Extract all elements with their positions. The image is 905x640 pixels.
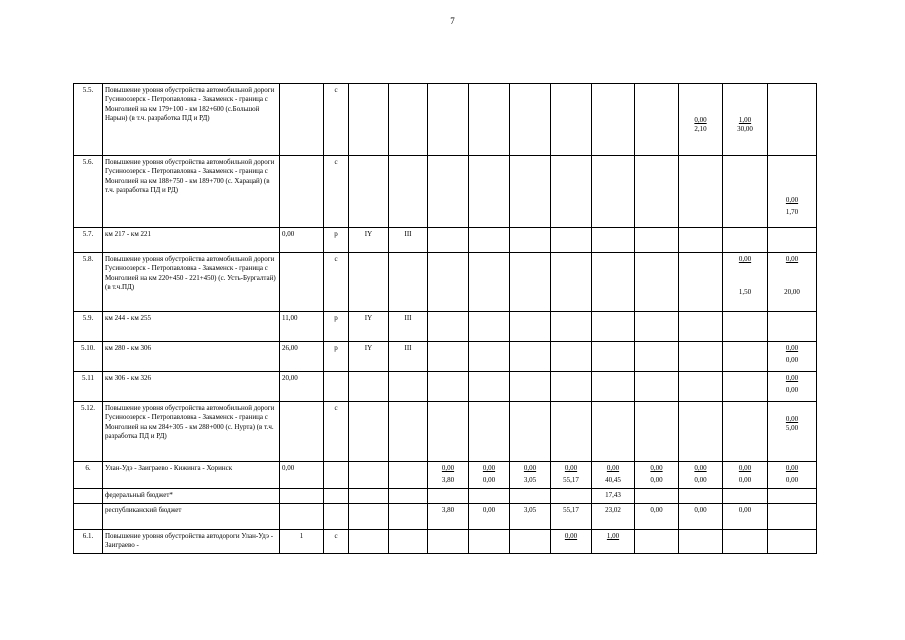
value-fact: 0,00 [785, 356, 799, 365]
federal-budget-label: федеральный бюджет* [103, 489, 280, 504]
value-plan: 0,00 [694, 116, 707, 124]
value-fact: 1,50 [738, 288, 752, 297]
value-plan: 0,00 [785, 196, 799, 204]
budget-value: 23,02 [592, 504, 635, 530]
row-name: Улан-Удэ - Заиграево - Кижинга - Хоринск [103, 462, 280, 489]
value-fact: 0,00 [650, 476, 663, 485]
row-name: км 306 - км 326 [103, 372, 280, 402]
table-row [74, 342, 817, 372]
value-plan: 0,00 [564, 464, 578, 472]
road-works-table [73, 83, 817, 554]
row-cat1: IY [349, 312, 389, 342]
table-row [74, 504, 817, 530]
table-row [74, 372, 817, 402]
row-name: Повышение уровня обустройства автомобильной дороги Гусиноозерск - Петропавловка - Закаменск - граница с Монголией на км 220+450 - 221+450) (с. Усть-Бургалтай) (в т.ч.ПД) [103, 253, 280, 312]
row-type: с [324, 253, 349, 312]
row-id: 5.9. [74, 312, 103, 342]
budget-value: 0,00 [723, 504, 768, 530]
row-cat2: III [389, 228, 428, 253]
table-row [74, 253, 817, 312]
republic-budget-label: республиканский бюджет [103, 504, 280, 530]
table-row [74, 402, 817, 462]
value-plan: 0,00 [785, 255, 799, 263]
table-row [74, 530, 817, 554]
value-fact: 0,00 [482, 476, 496, 485]
budget-value: 3,05 [510, 504, 551, 530]
row-id: 6.1. [74, 530, 103, 554]
row-name: Повышение уровня обустройства автомобильной дороги Гусиноозерск - Петропавловка - Закаменск - граница с Монголией на км 179+100 - км 182+600 (с.Большой Нарын) (в т.ч. разработка ПД и РД) [103, 84, 280, 156]
row-type: с [324, 156, 349, 228]
row-id: 5.7. [74, 228, 103, 253]
value-fact: 3,80 [441, 476, 455, 485]
value-fact: 3,05 [523, 476, 537, 485]
budget-value: 55,17 [551, 504, 592, 530]
value-plan: 0,00 [785, 374, 799, 382]
row-type: с [324, 84, 349, 156]
value-plan: 0,00 [785, 344, 799, 352]
row-length: 0,00 [280, 462, 324, 489]
value-plan: 0,00 [785, 415, 799, 423]
value-plan: 0,00 [694, 464, 707, 472]
value-plan: 0,00 [564, 532, 578, 540]
value-fact: 0,00 [694, 476, 707, 485]
row-name: Повышение уровня обустройства автомобильной дороги Гусиноозерск - Петропавловка - Закаменск - граница с Монголией на км 284+305 - км 288+000 (с. Нурта) (в т.ч. разработка ПД и РД) [103, 402, 280, 462]
budget-value: 0,00 [469, 504, 510, 530]
row-length: 11,00 [280, 312, 324, 342]
row-id: 6. [74, 462, 103, 489]
value-plan: 1,00 [606, 532, 620, 540]
federal-budget-value: 17,43 [592, 489, 635, 504]
row-length: 1 [280, 530, 324, 554]
value-fact: 1,70 [785, 208, 799, 217]
row-name: км 280 - км 306 [103, 342, 280, 372]
row-name: Повышение уровня обустройства автодороги Улан-Удэ - Заиграево - [103, 530, 280, 554]
value-plan: 0,00 [606, 464, 620, 472]
table-row [74, 84, 817, 156]
value-fact: 5,00 [785, 424, 799, 433]
row-length: 0,00 [280, 228, 324, 253]
row-type: с [324, 402, 349, 462]
value-fact: 2,10 [694, 125, 707, 134]
table-row [74, 312, 817, 342]
row-type: р [324, 228, 349, 253]
row-type: р [324, 342, 349, 372]
value-plan: 0,00 [482, 464, 496, 472]
table-row [74, 156, 817, 228]
row-name: км 217 - км 221 [103, 228, 280, 253]
value-fact: 0,00 [785, 476, 799, 485]
value-fact: 0,00 [785, 386, 799, 395]
value-fact: 0,00 [738, 476, 752, 485]
value-fact: 20,00 [784, 288, 800, 297]
row-cat1: IY [349, 342, 389, 372]
row-length: 26,00 [280, 342, 324, 372]
value-plan: 0,00 [523, 464, 537, 472]
row-name: Повышение уровня обустройства автомобильной дороги Гусиноозерск - Петропавловка - Закаменск - граница с Монголией на км 188+750 - км 189+700 (с. Харацай) (в т.ч. разработка ПД и РД) [103, 156, 280, 228]
value-plan: 0,00 [650, 464, 663, 472]
table-row [74, 228, 817, 253]
budget-value: 0,00 [635, 504, 679, 530]
row-cat2: III [389, 342, 428, 372]
budget-value: 3,80 [428, 504, 469, 530]
row-type: р [324, 312, 349, 342]
value-plan: 0,00 [441, 464, 455, 472]
value-fact: 55,17 [563, 476, 579, 485]
page-number: 7 [450, 16, 455, 26]
row-id: 5.12. [74, 402, 103, 462]
value-fact: 40,45 [605, 476, 621, 485]
row-cat2: III [389, 312, 428, 342]
value-plan: 1,00 [738, 116, 752, 124]
row-id: 5.5. [74, 84, 103, 156]
value-plan: 0,00 [738, 255, 752, 263]
value-plan: 0,00 [785, 464, 799, 472]
row-name: км 244 - км 255 [103, 312, 280, 342]
row-length [280, 84, 324, 156]
row-cat1: IY [349, 228, 389, 253]
row-id: 5.6. [74, 156, 103, 228]
value-fact: 30,00 [737, 125, 753, 134]
row-length: 20,00 [280, 372, 324, 402]
row-id: 5.11 [74, 372, 103, 402]
table-row [74, 462, 817, 489]
row-type: с [324, 530, 349, 554]
row-id: 5.8. [74, 253, 103, 312]
table-row [74, 489, 817, 504]
row-id: 5.10. [74, 342, 103, 372]
budget-value: 0,00 [679, 504, 723, 530]
value-plan: 0,00 [738, 464, 752, 472]
